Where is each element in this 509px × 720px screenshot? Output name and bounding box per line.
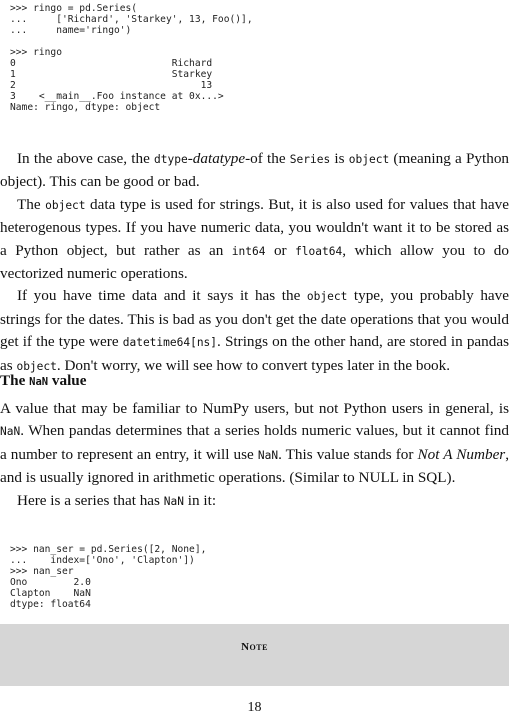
code-block-1-line: ... ['Richard', 'Starkey', 13, Foo()], <box>10 14 253 25</box>
page-number: 18 <box>247 700 262 715</box>
code-block-ringo-series <box>10 3 253 113</box>
code-block-nan-series <box>10 544 206 610</box>
code-block-1-line: ... name='ringo') <box>10 25 132 36</box>
code-block-1-line <box>10 36 253 47</box>
note-box <box>0 624 509 686</box>
body-text-nan <box>0 398 509 513</box>
code-block-2-line: Ono 2.0 <box>10 577 91 588</box>
code-block-1-line: 0 Richard <box>10 58 213 69</box>
paragraph-nan-series-intro: Here is a series that has NaN in it: <box>17 491 217 509</box>
paragraph-time-data: If you have time data and it says it has the object type, you probably have strings for the dates. This is bad as you don't get the date operations that you would get if the type were datetime64[ns]. Strings on the other hand, are stored in pandas as object. Don't worry, we will see how to convert types later in the book. <box>0 287 509 374</box>
code-block-1-line: >>> ringo <box>10 47 62 58</box>
paragraph-nan-explanation: A value that may be familiar to NumPy users, but not Python users in general, is NaN. When pandas determines that a series holds numeric values, but it cannot find a number to represent an entry, it will use NaN. This value stands for Not A Number, and is usually ignored in arithmetic operations. (Similar to NULL in SQL). <box>0 400 509 487</box>
code-block-2-line: >>> nan_ser = pd.Series([2, None], <box>10 544 207 555</box>
code-block-1-line: >>> ringo = pd.Series( <box>10 3 138 14</box>
code-block-2-line: ... index=['Ono', 'Clapton']) <box>10 555 195 566</box>
paragraph-dtype-object: In the above case, the dtype-datatype-of the Series is object (meaning a Python object). This can be good or bad. <box>0 150 509 191</box>
code-block-2-line: Clapton NaN <box>10 588 91 599</box>
note-label: Note <box>241 641 268 653</box>
section-heading-nan-value: The NaN value <box>0 372 87 389</box>
code-block-1-line: 1 Starkey <box>10 69 213 80</box>
body-text-dtype <box>0 148 509 378</box>
code-block-1-line: 3 <__main__.Foo instance at 0x...> <box>10 91 224 102</box>
code-block-2-line: dtype: float64 <box>10 599 91 610</box>
code-block-1-line: Name: ringo, dtype: object <box>10 102 161 113</box>
code-block-2-line: >>> nan_ser <box>10 566 74 577</box>
code-block-1-line: 2 13 <box>10 80 213 91</box>
paragraph-object-strings: The object data type is used for strings. But, it is also used for values that have heterogenous types. If you have numeric data, you wouldn't want it to be stored as a Python object, but rather as an int64 or float64, which allow you to do vectorized numeric operations. <box>0 195 509 283</box>
